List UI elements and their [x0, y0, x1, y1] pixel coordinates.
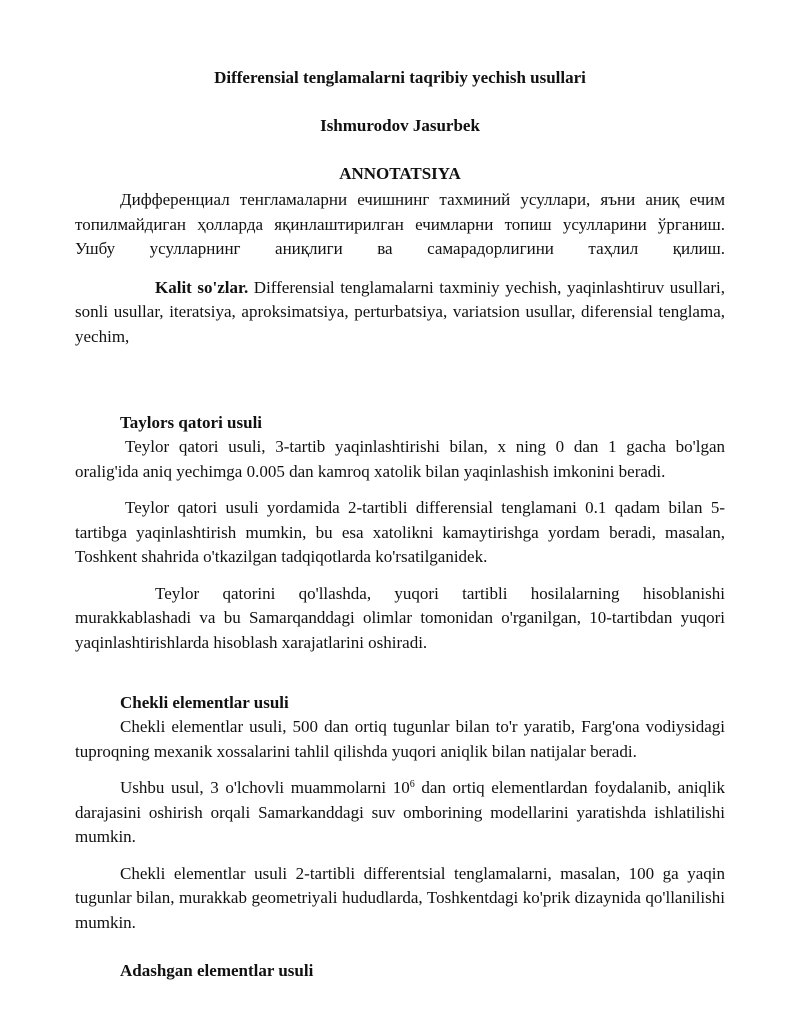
abstract-last-line: Ушбу усулларнинг аниқлиги ва самарадорлигини таҳлил қилиш.	[75, 239, 725, 258]
document-page	[75, 60, 725, 983]
abstract-text: Дифференциал тенгламаларни ечишнинг тахминий усуллари, яъни аниқ ечим топилмайдиган ҳолларда яқинлаштирилган ечимларни топиш усулларини ўрганиш.	[75, 190, 725, 234]
paragraph: Teylor qatori usuli, 3-tartib yaqinlashtirishi bilan, x ning 0 dan 1 gacha bo'lgan oralig'ida aniq yechimga 0.005 dan kamroq xatolik bilan yaqinlashish imkonini beradi.	[75, 437, 725, 481]
section-heading-taylor: Taylors qatori usuli	[120, 413, 263, 432]
paragraph: Chekli elementlar usuli 2-tartibli differentsial tenglamalarni, masalan, 100 ga yaqin tugunlar bilan, murakkab geometriyali hududlarda, Toshkentdagi ko'prik dizaynida qo'llanilishi mumkin.	[75, 863, 725, 932]
abstract-heading: ANNOTATSIYA	[339, 164, 461, 183]
section-heading-adashgan: Adashgan elementlar usuli	[120, 961, 314, 980]
paragraph: Teylor qatorini qo'llashda, yuqori tartibli hosilalarning hisoblanishi murakkablashadi va bu Samarqanddagi olimlar tomonidan o'rganilgan, 10-tartibdan yuqori yaqinlashtirishlarda hisoblash xarajatlarini oshiradi.	[75, 583, 725, 652]
keywords-paragraph	[75, 276, 725, 350]
paragraph-with-superscript: Ushbu usul, 3 o'lchovli muammolarni $10^6$ dan ortiq elementlardan foydalanib, aniqlik darajasini oshirish orqali Samarkanddagi suv omborining modellarini yaratishda ishlatilishi mumkin.	[75, 778, 725, 846]
keywords-text: Differensial tenglamalarni taxminiy yechish, yaqinlashtiruv usullari, sonli usullar, iteratsiya, aproksimatsiya, perturbatsiya, variatsion usullar, diferensial tenglama, yechim,	[75, 277, 725, 346]
author-name: Ishmurodov Jasurbek	[320, 116, 480, 135]
paragraph: Chekli elementlar usuli, 500 dan ortiq tugunlar bilan to'r yaratib, Farg'ona vodiysidagi tuproqning mexanik xossalarini tahlil qilishda yuqori aniqlik bilan natijalar beradi.	[75, 717, 725, 761]
section-heading-fem: Chekli elementlar usuli	[120, 693, 289, 712]
superscript: 6	[409, 779, 415, 790]
document-title: Differensial tenglamalarni taqribiy yechish usullari	[214, 68, 586, 87]
keywords-label: Kalit so'zlar.	[155, 277, 249, 297]
paragraph: Teylor qatori usuli yordamida 2-tartibli differensial tenglamani 0.1 qadam bilan 5-tartibga yaqinlashtirish mumkin, bu esa xatolikni kamaytirishga yordam beradi, masalan, Toshkent shahrida o'tkazilgan tadqiqotlarda ko'rsatilganidek.	[75, 498, 725, 566]
